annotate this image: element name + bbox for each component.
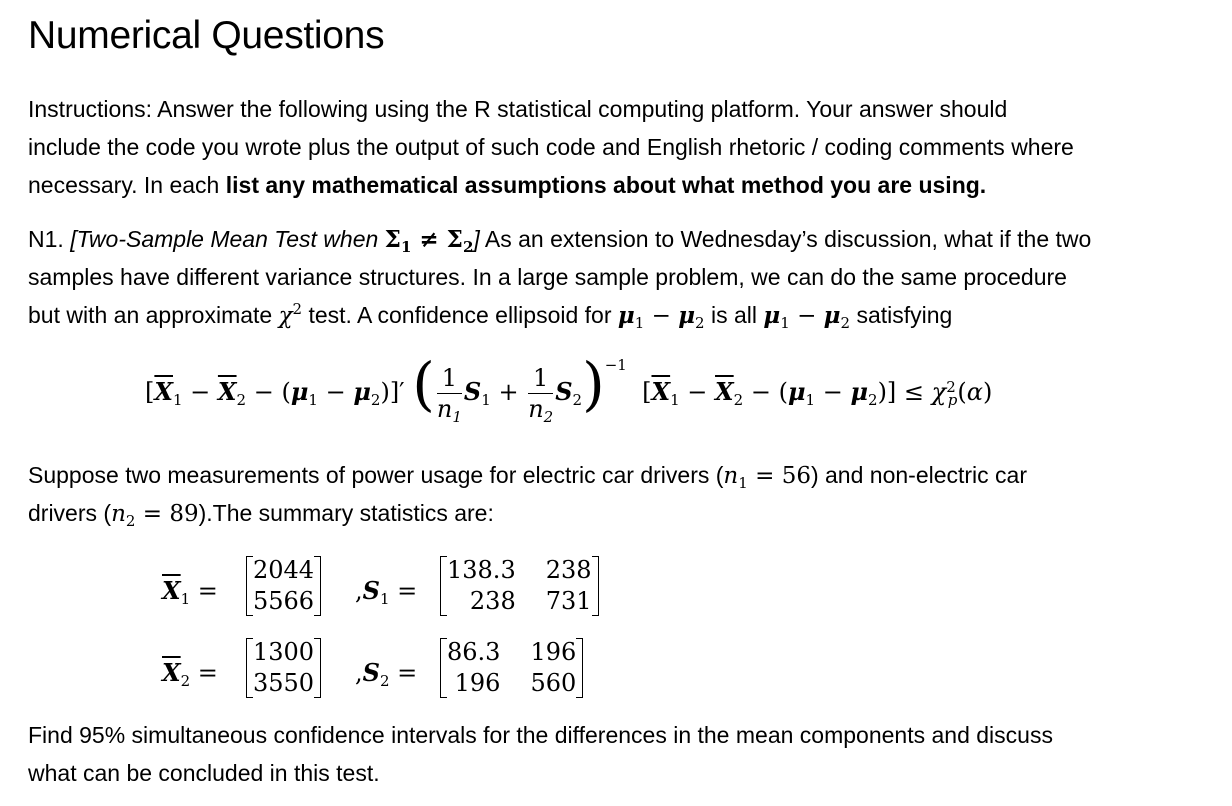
xbar1-label: $\overline{X}_1$ = xyxy=(162,576,218,608)
n1-label: N1. xyxy=(28,226,64,252)
s2-cell-11: 86.3 xyxy=(447,638,501,666)
n1-line-1 xyxy=(28,220,1091,259)
xbar2-cell-1: 1300 xyxy=(253,638,315,666)
n1-line-1-rest: As an extension to Wednesday’s discussion, what if the two xyxy=(479,226,1092,252)
n1-line-3-b: test. A confidence ellipsoid for xyxy=(302,302,618,328)
n1-line-3-d: satisfying xyxy=(850,302,953,328)
s2-label: $,S_2$ = xyxy=(355,658,418,690)
n1-line-2: samples have different variance structures. In a large sample problem, we can do the same procedure xyxy=(28,264,1067,290)
setup-line-1-b: ) and non-electric car xyxy=(810,462,1028,488)
n1-line-3: but with an approximate $\chi^2$ test. A confidence ellipsoid for $\mu_1 - \mu_2$ is all $\mu_1 - \mu_2$ satisfying xyxy=(28,300,953,332)
s2-cell-12: 196 xyxy=(530,638,577,666)
n1-italic-title: [Two-Sample Mean Test when $\Sigma_1 \ne \Sigma_2$] xyxy=(70,226,480,256)
n1-line-3-c: is all xyxy=(704,302,764,328)
xbar1-matrix xyxy=(246,556,321,616)
question-line-1: Find 95% simultaneous confidence intervals for the differences in the mean components and discuss xyxy=(28,722,1053,748)
setup-line-1: Suppose two measurements of power usage for electric car drivers $(n_1 = 56)$ and non-electric car xyxy=(28,462,1028,492)
question-line-2: what can be concluded in this test. xyxy=(28,760,380,786)
s1-cell-22: 731 xyxy=(545,587,592,615)
xbar2-matrix xyxy=(246,638,321,698)
setup-line-1-a: Suppose two measurements of power usage for electric car drivers ( xyxy=(28,462,724,488)
setup-line-2-a: drivers ( xyxy=(28,500,112,526)
s1-cell-11: 138.3 xyxy=(447,556,516,584)
instructions-bold-text: list any mathematical assumptions about what method you are using. xyxy=(225,172,987,198)
n1-value: = 56 xyxy=(755,463,811,489)
s1-matrix xyxy=(440,556,599,616)
xbar2-cell-2: 3550 xyxy=(253,669,315,697)
s1-label: $,S_1$ = xyxy=(355,576,418,608)
s1-cell-12: 238 xyxy=(545,556,592,584)
instructions-line-1: Instructions: Answer the following using the R statistical computing platform. Your answer should xyxy=(28,96,1008,122)
n2-value: = 89 xyxy=(142,501,199,527)
setup-line-2: drivers $(n_2 = 89).The$ summary statistics are: xyxy=(28,500,494,530)
s2-matrix xyxy=(440,638,583,698)
s2-cell-22: 560 xyxy=(530,669,577,697)
n1-italic-title-a: [Two-Sample Mean Test when xyxy=(70,226,385,252)
page-title: Numerical Questions xyxy=(28,14,385,57)
s1-cell-21: 238 xyxy=(469,587,516,615)
confidence-ellipsoid-formula: $[\overline{X}_1 - \overline{X}_2 - (\mu_1 - \mu_2)]'$ ( $\frac{1}{n_1}$ $S_1$ + $\frac{1}{n_2}$ $S_2)^{-1}$ $[\overline{X}_1 - \overline{X}_2 - (\mu_1 - \mu_2)] \le \chi^2_p(\alpha)$ xyxy=(145,350,993,426)
n1-line-3-a: but with an approximate xyxy=(28,302,279,328)
instructions-line-2: include the code you wrote plus the output of such code and English rhetoric / coding comments where xyxy=(28,134,1074,160)
s2-cell-21: 196 xyxy=(454,669,501,697)
xbar1-cell-2: 5566 xyxy=(253,587,315,615)
xbar2-label: $\overline{X}_2$ = xyxy=(162,658,218,690)
setup-line-2-b: ).The summary statistics are: xyxy=(198,500,494,526)
instructions-line-3 xyxy=(28,166,986,204)
instructions-line-3-text: necessary. In each xyxy=(28,172,226,198)
xbar1-cell-1: 2044 xyxy=(253,556,315,584)
n1-italic-title-b: ] xyxy=(473,226,480,252)
